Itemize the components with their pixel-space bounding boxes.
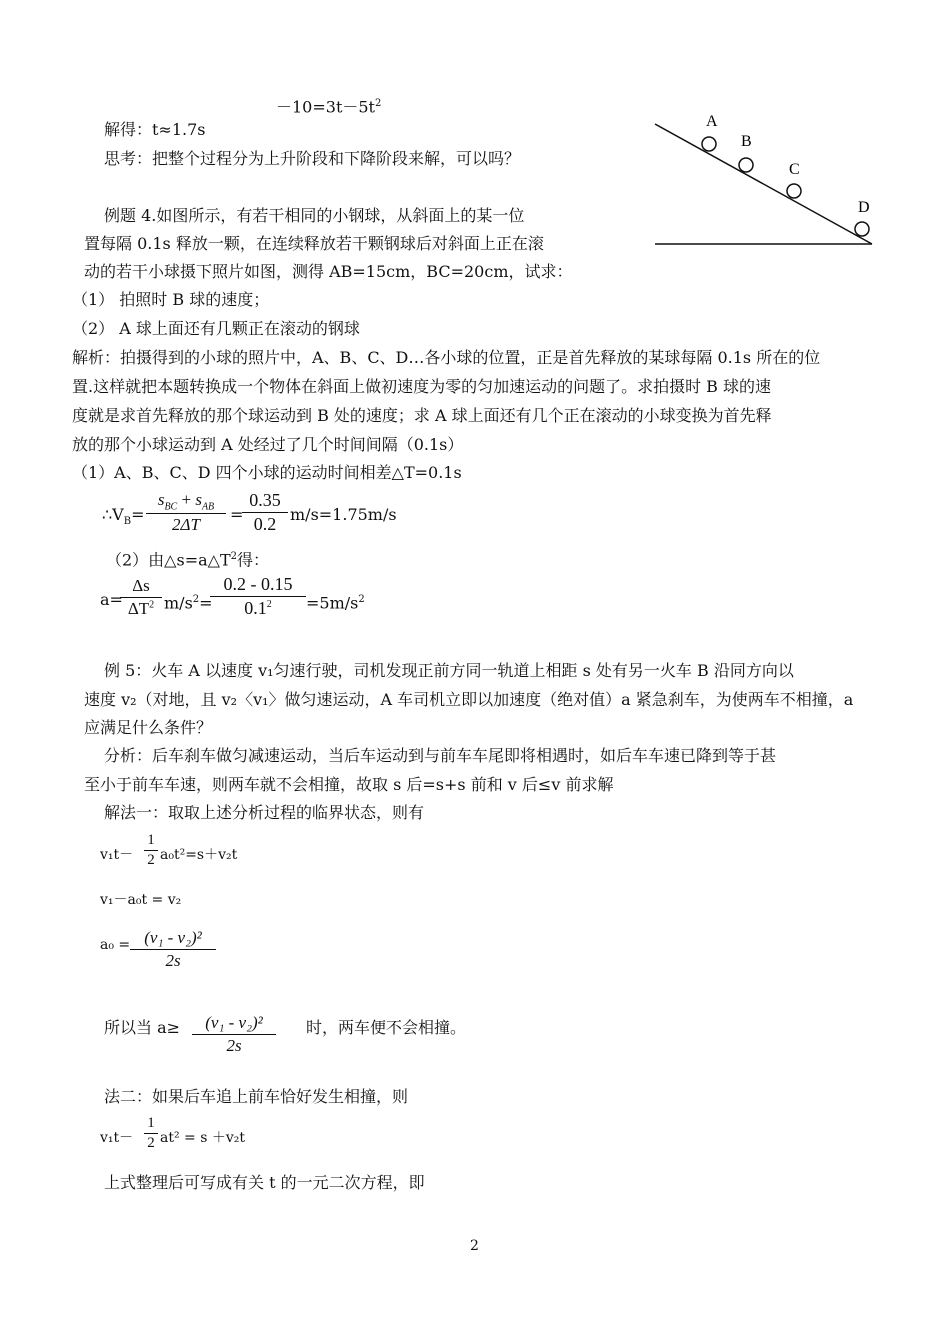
eq4-right: at² = s ＋v₂t xyxy=(160,1130,245,1146)
page-number: 2 xyxy=(470,1238,479,1254)
conclusion-fraction-bar xyxy=(192,1034,276,1035)
part-2 xyxy=(106,547,269,570)
eq3-fraction xyxy=(130,928,216,971)
analysis5-line-2: 至小于前车车速，则两车就不会相撞，故取 s 后=s+s 前和 v 后≤v 前求解 xyxy=(84,775,614,794)
a-den-text: ΔT xyxy=(127,599,150,618)
part-2-sup: 2 xyxy=(230,551,237,562)
ex5-line-1: 例 5：火车 A 以速度 v₁匀速行驶，司机发现正前方同一轨道上相距 s 处有另一火车 B 沿同方向以 xyxy=(104,661,794,680)
a-result xyxy=(306,590,365,613)
vb-num-a-sub: BC xyxy=(164,501,178,513)
eq4-fraction-den: 2 xyxy=(147,1135,155,1151)
conclusion-right: 时，两车便不会相撞。 xyxy=(306,1018,467,1037)
ex5-line-2: 速度 v₂（对地，且 v₂〈v₁〉做匀速运动，A 车司机立即以加速度（绝对值）a 紧急刹车，为使两车不相撞，a xyxy=(84,690,854,709)
think-line: 思考：把整个过程分为上升阶段和下降阶段来解，可以吗？ xyxy=(104,149,521,168)
vb-fraction-1-num: $s_{BC} + s_{AB}$ xyxy=(157,490,215,513)
question-1: （1） 拍照时 B 球的速度； xyxy=(72,290,270,309)
method-1: 解法一：取取上述分析过程的临界状态，则有 xyxy=(104,803,425,822)
analysis-line-4: 放的那个小球运动到 A 处经过了几个时间间隔（0.1s） xyxy=(72,435,464,454)
conclusion-fraction-num: (v₁ - v₂)² xyxy=(205,1013,263,1032)
vb-fraction-1-bar xyxy=(146,513,226,514)
equation-top-sup: 2 xyxy=(375,98,382,109)
method-2: 法二：如果后车追上前车恰好发生相撞，则 xyxy=(104,1087,409,1106)
label-a: A xyxy=(706,113,718,130)
eq1-fraction-den: 2 xyxy=(147,852,155,868)
eq1-fraction-num: 1 xyxy=(147,832,155,848)
ball-d xyxy=(855,222,869,236)
conclusion-fraction xyxy=(192,1013,276,1056)
vb-prefix-text: ∴V xyxy=(102,505,124,524)
ex5-line-3: 应满足什么条件？ xyxy=(84,718,213,737)
a-fraction-2-num: 0.2 - 0.15 xyxy=(223,574,293,594)
question-2: （2） A 球上面还有几颗正在滚动的钢球 xyxy=(72,319,360,338)
vb-num-b-sub: AB xyxy=(201,501,215,513)
vb-num-b: s xyxy=(195,490,202,509)
a-fraction-1-bar xyxy=(120,597,162,598)
ex4-line-2: 置每隔 0.1s 释放一颗，在连续释放若干颗钢球后对斜面上正在滚 xyxy=(84,234,544,253)
analysis-line-1: 解析：拍摄得到的小球的照片中，A、B、C、D…各小球的位置，正是首先释放的某球每隔 0.1s 所在的位 xyxy=(72,348,821,367)
a-eq: = xyxy=(199,593,213,613)
conclusion-fraction-den: 2s xyxy=(226,1036,242,1055)
analysis-line-2: 置.这样就把本题转换成一个物体在斜面上做初速度为零的匀加速运动的问题了。求拍摄时 B 球的速 xyxy=(72,377,772,396)
vb-fraction-2-bar xyxy=(242,512,288,513)
eq3-fraction-den: 2s xyxy=(165,951,181,970)
conclusion-left: 所以当 a≥ xyxy=(104,1018,181,1037)
vb-result: m/s=1.75m/s xyxy=(290,505,397,524)
label-d: D xyxy=(858,199,870,216)
a-fraction-2-den xyxy=(210,598,306,619)
analysis-line-3: 度就是求首先释放的那个球运动到 B 处的速度；求 A 球上面还有几个正在滚动的小球变换为首先释 xyxy=(72,406,772,425)
part-2-text: （2）由△s=a△T xyxy=(106,550,231,570)
vb-fraction-1 xyxy=(146,490,226,535)
vb-fraction-2-num: 0.35 xyxy=(249,490,281,510)
eq2: v₁－a₀t = v₂ xyxy=(100,892,182,908)
last-line: 上式整理后可写成有关 t 的一元二次方程，即 xyxy=(104,1173,425,1192)
a-den2-text: 0.1 xyxy=(244,598,267,618)
eq3-left: a₀ = xyxy=(100,937,131,953)
vb-fraction-2 xyxy=(242,490,288,535)
a-fraction-1 xyxy=(120,576,162,619)
a-fraction-2-bar xyxy=(210,596,306,597)
ball-a xyxy=(702,137,716,151)
eq4-fraction-num: 1 xyxy=(147,1115,155,1131)
ball-b xyxy=(739,158,753,172)
a-fraction-2 xyxy=(210,574,306,619)
a-prefix: a= xyxy=(100,590,123,609)
part-2-end: 得： xyxy=(237,550,270,570)
equation-top-text: －10=3t－5t xyxy=(276,97,375,117)
incline-figure xyxy=(650,108,880,248)
a-mid-sup: 2 xyxy=(192,594,200,605)
eq3-fraction-num: (v₁ - v₂)² xyxy=(144,928,202,947)
vb-eq: = xyxy=(131,505,145,524)
eq4-fraction xyxy=(144,1115,158,1152)
label-b: B xyxy=(741,133,752,150)
a-result-text: =5m/s xyxy=(306,593,359,613)
label-c: C xyxy=(789,161,800,178)
eq4-fraction-bar xyxy=(144,1133,158,1134)
incline-slope xyxy=(655,124,872,244)
ex4-line-3: 动的若干小球摄下照片如图，测得 AB=15cm，BC=20cm，试求： xyxy=(84,262,573,281)
solve-line: 解得：t≈1.7s xyxy=(104,120,206,139)
vb-fraction-1-den: 2ΔT xyxy=(172,515,200,535)
eq1-left: v₁t－ xyxy=(100,847,134,863)
eq1-fraction xyxy=(144,832,158,869)
ex4-line-1: 例题 4.如图所示，有若干相同的小钢球，从斜面上的某一位 xyxy=(104,206,525,225)
a-den2-sup: 2 xyxy=(266,599,272,610)
part-1: （1）A、B、C、D 四个小球的运动时间相差△T=0.1s xyxy=(72,463,462,482)
vb-num-a: s xyxy=(157,490,165,509)
a-fraction-1-den xyxy=(120,599,162,619)
a-mid-text: m/s xyxy=(164,593,193,613)
analysis5-line-1: 分析：后车刹车做匀减速运动，当后车运动到与前车车尾即将相遇时，如后车车速已降到等于甚 xyxy=(104,746,777,765)
vb-prefix xyxy=(102,505,145,532)
vb-fraction-2-den: 0.2 xyxy=(253,514,277,534)
eq1-fraction-bar xyxy=(144,850,158,851)
a-result-sup: 2 xyxy=(358,594,365,605)
vb-prefix-sub: B xyxy=(123,516,132,528)
ball-c xyxy=(787,184,801,198)
vb-eq-2: = xyxy=(230,505,244,524)
eq1-right: a₀t²=s＋v₂t xyxy=(160,847,238,863)
a-fraction-1-num: Δs xyxy=(132,576,150,595)
a-mid xyxy=(164,590,213,613)
equation-top xyxy=(276,94,381,117)
eq3-fraction-bar xyxy=(130,949,216,950)
a-den-sup: 2 xyxy=(149,599,155,611)
eq4-left: v₁t－ xyxy=(100,1130,134,1146)
